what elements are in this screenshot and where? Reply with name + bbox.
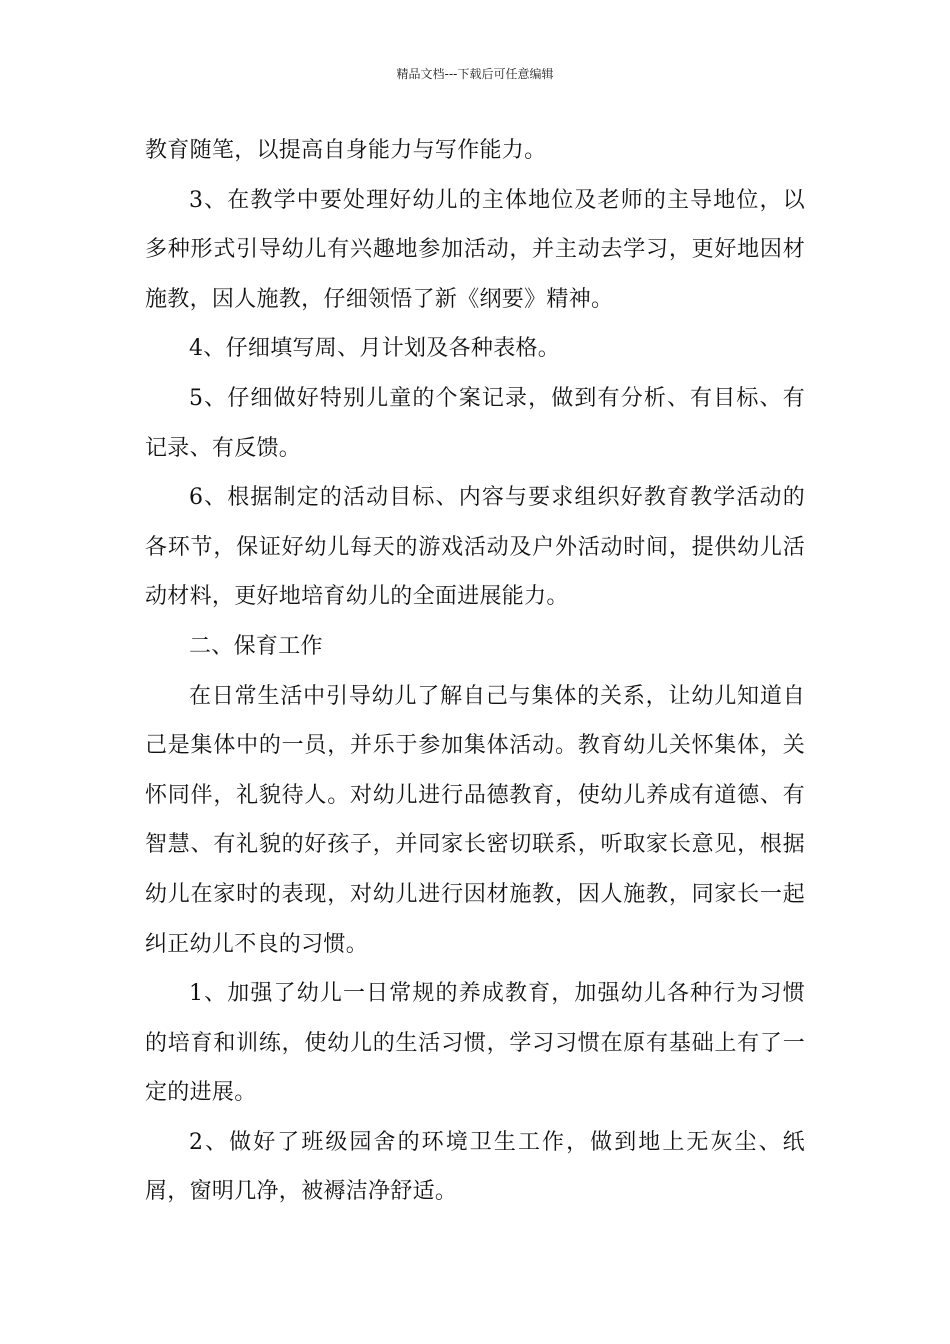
paragraph: 5、仔细做好特别儿童的个案记录，做到有分析、有目标、有记录、有反馈。 <box>145 385 805 461</box>
paragraph: 1、加强了幼儿一日常规的养成教育，加强幼儿各种行为习惯的培育和训练，使幼儿的生活习惯，学习习惯在原有基础上有了一定的进展。 <box>145 981 805 1106</box>
document-body <box>145 126 805 1217</box>
page-header: 精品文档---下载后可任意编辑 <box>396 67 554 81</box>
paragraph: 2、做好了班级园舍的环境卫生工作，做到地上无灰尘、纸屑，窗明几净，被褥洁净舒适。 <box>145 1129 805 1205</box>
paragraph: 3、在教学中要处理好幼儿的主体地位及老师的主导地位，以多种形式引导幼儿有兴趣地参加活动，并主动去学习，更好地因材施教，因人施教，仔细领悟了新《纲要》精神。 <box>145 187 805 312</box>
paragraph: 6、根据制定的活动目标、内容与要求组织好教育教学活动的各环节，保证好幼儿每天的游戏活动及户外活动时间，提供幼儿活动材料，更好地培育幼儿的全面进展能力。 <box>145 485 805 610</box>
paragraph: 4、仔细填写周、月计划及各种表格。 <box>189 336 561 362</box>
section-heading: 二、保育工作 <box>189 633 323 659</box>
paragraph: 教育随笔，以提高自身能力与写作能力。 <box>145 138 547 163</box>
paragraph: 在日常生活中引导幼儿了解自己与集体的关系，让幼儿知道自己是集体中的一员，并乐于参加集体活动。教育幼儿关怀集体，关怀同伴，礼貌待人。对幼儿进行品德教育，使幼儿养成有道德、有智慧、有礼貌的好孩子，并同家长密切联系，听取家长意见，根据幼儿在家时的表现，对幼儿进行因材施教，因人施教，同家长一起纠正幼儿不良的习惯。 <box>145 683 805 957</box>
